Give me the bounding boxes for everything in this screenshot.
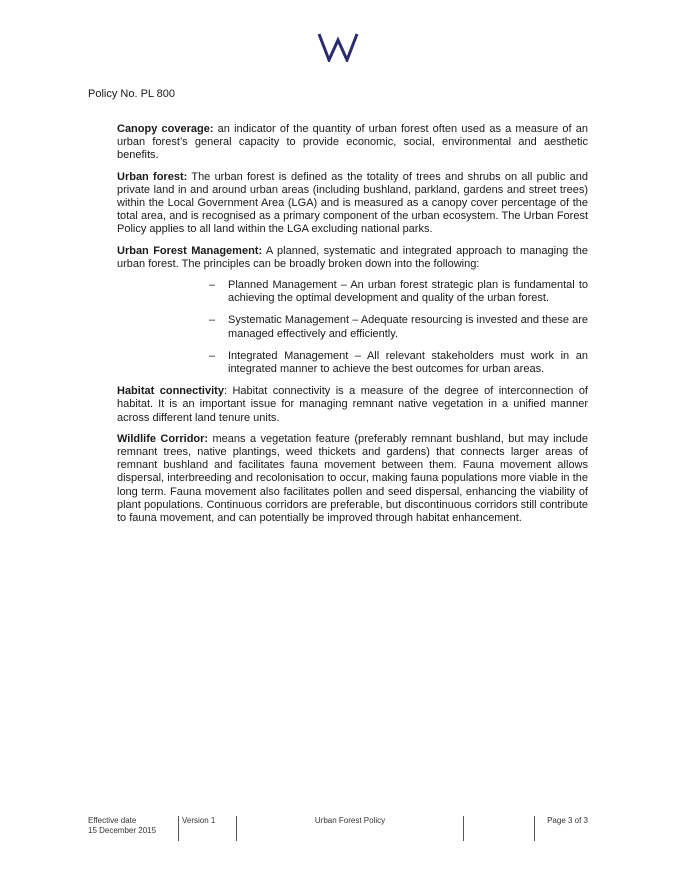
footer-version: Version 1 (182, 816, 216, 825)
list-item (209, 279, 588, 305)
footer-divider (236, 816, 237, 841)
document-body (117, 123, 588, 533)
definition-urban-forest (117, 171, 588, 237)
definition-wildlife-corridor (117, 433, 588, 525)
list-item (209, 314, 588, 340)
management-principles-list (117, 279, 588, 376)
effective-date-label: Effective date (88, 816, 137, 825)
footer-effective-date (88, 816, 176, 842)
footer-divider (534, 816, 535, 841)
dash-bullet-icon: – (209, 279, 216, 292)
definition-term: Habitat connectivity (117, 385, 224, 398)
council-logo-icon (317, 32, 359, 62)
footer-divider (178, 816, 179, 841)
definition-term: Canopy coverage: (117, 123, 214, 135)
page-footer (88, 816, 588, 842)
dash-bullet-icon: – (209, 349, 216, 362)
footer-document-title: Urban Forest Policy (314, 816, 386, 825)
definition-text: : Habitat connectivity is a measure of the degree of interconnection of habitat. It is an important issue for managing remnant native vegetation in a unified manner across different land tenure units. (117, 385, 588, 424)
list-item-text: Integrated Management – All relevant stakeholders must work in an integrated manner to achieve the best outcomes for urban areas. (228, 349, 588, 376)
list-item-text: Systematic Management – Adequate resourcing is invested and these are managed effectively and efficiently. (228, 314, 588, 340)
definition-text: A planned, systematic and integrated approach to managing the urban forest. The principles can be broadly broken down into the following: (117, 244, 588, 270)
definition-text: means a vegetation feature (preferably remnant bushland, but may include remnant trees, native plantings, weed thickets and gardens) that connects larger areas of remnant bushland and facilitates fauna movement between them. Fauna movement allows dispersal, interbreeding and recolonisation to occur, making fauna populations more viable in the long term. Fauna movement also facilitates pollen and seed dispersal, enhancing the viability of plant populations. Continuous corridors are preferable, but discontinuous corridors still contribute to fauna movement, and can potentially be improved through habitat enhancement. (117, 432, 588, 525)
dash-bullet-icon: – (209, 314, 216, 327)
definition-text: an indicator of the quantity of urban forest often used as a measure of an urban forest’s general capacity to provide economic, social, environmental and aesthetic benefits. (117, 123, 588, 162)
definition-term: Wildlife Corridor: (117, 432, 209, 445)
policy-number: Policy No. PL 800 (88, 88, 176, 100)
definition-term: Urban Forest Management: (117, 244, 263, 257)
footer-page-number: Page 3 of 3 (547, 816, 588, 825)
definition-text: The urban forest is defined as the totality of trees and shrubs on all public and private land in and around urban areas (including bushland, parkland, gardens and street trees) within the Local Government Area (LGA) and is measured as a canopy cover percentage of the total area, and is recognised as a primary component of the urban ecosystem. The Urban Forest Policy applies to all land within the LGA excluding national parks. (117, 170, 588, 236)
effective-date-value: 15 December 2015 (88, 826, 157, 835)
definition-term: Urban forest: (117, 170, 188, 183)
list-item (209, 349, 588, 376)
footer-divider (463, 816, 464, 841)
definition-habitat-connectivity (117, 385, 588, 425)
list-item-text: Planned Management – An urban forest strategic plan is fundamental to achieving the optimal development and quality of the urban forest. (228, 279, 588, 305)
definition-urban-forest-management (117, 245, 588, 271)
definition-canopy-coverage (117, 123, 588, 163)
